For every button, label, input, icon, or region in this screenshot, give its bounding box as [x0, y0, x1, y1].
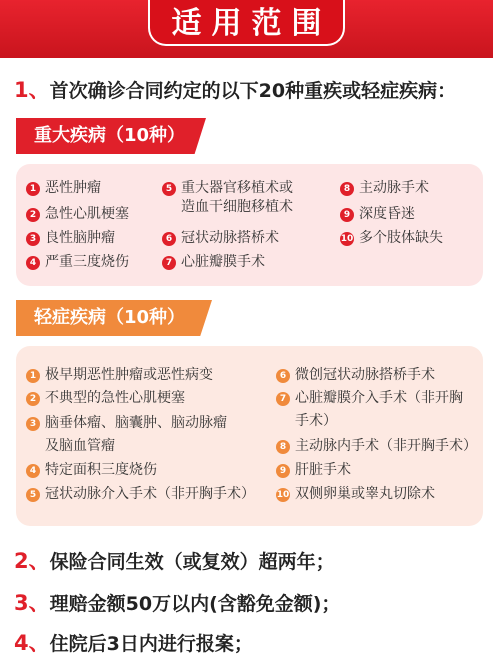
list-item: [340, 205, 415, 223]
page-title: 适用范围: [171, 6, 332, 41]
item-text: 主动脉手术: [359, 180, 429, 196]
list-item: [162, 179, 293, 197]
condition-1: [14, 77, 456, 104]
number-badge: 3: [26, 417, 40, 431]
item-text-continued: 手术）: [295, 413, 337, 429]
major-section-title: 重大疾病（10种）: [34, 125, 186, 146]
number-badge: 9: [276, 464, 290, 478]
item-text-continued: 及脑血管瘤: [45, 438, 115, 454]
condition-text: 理赔金额50万以内(含豁免金额)；: [49, 593, 341, 615]
item-text-continued: 造血干细胞移植术: [181, 199, 293, 215]
list-item: [26, 205, 129, 223]
list-item: [26, 366, 213, 384]
condition-number: 3、: [14, 591, 50, 615]
number-badge: 2: [26, 208, 40, 222]
list-item: [276, 485, 435, 503]
list-item: [276, 437, 477, 455]
item-text: 肝脏手术: [295, 462, 351, 478]
item-text: 冠状动脉搭桥术: [181, 230, 279, 246]
item-text: 心脏瓣膜介入手术（非开胸: [295, 390, 463, 406]
number-badge: 10: [340, 234, 354, 244]
item-text: 极早期恶性肿瘤或恶性病变: [45, 367, 213, 383]
item-text: 心脏瓣膜手术: [181, 254, 265, 270]
item-text: 严重三度烧伤: [45, 254, 129, 270]
header-banner: [0, 0, 493, 58]
number-badge: 9: [340, 208, 354, 222]
item-text: 冠状动脉介入手术（非开胸手术）: [45, 486, 255, 502]
list-item: [340, 229, 443, 247]
number-badge: 3: [26, 232, 40, 246]
item-text: 重大器官移植术或: [181, 180, 293, 196]
item-text: 特定面积三度烧伤: [45, 462, 157, 478]
number-badge: 7: [162, 256, 176, 270]
item-text: 恶性肿瘤: [45, 180, 101, 196]
condition-2: [14, 548, 335, 575]
list-item: [26, 229, 115, 247]
minor-section-title: 轻症疾病（10种）: [34, 307, 186, 328]
number-badge: 1: [26, 182, 40, 196]
item-text: 深度昏迷: [359, 206, 415, 222]
condition-number: 2、: [14, 549, 50, 573]
minor-disease-panel: [16, 346, 483, 526]
item-text: 急性心肌梗塞: [45, 206, 129, 222]
condition-4: [14, 630, 253, 657]
condition-text: 住院后3日内进行报案；: [49, 633, 253, 655]
condition-number: 1、: [14, 78, 50, 102]
number-badge: 5: [162, 182, 176, 196]
list-item: [340, 179, 429, 197]
number-badge: 8: [340, 182, 354, 196]
condition-3: [14, 590, 340, 617]
number-badge: 6: [276, 369, 290, 383]
number-badge: 2: [26, 392, 40, 406]
item-text: 多个肢体缺失: [359, 230, 443, 246]
number-badge: 1: [26, 369, 40, 383]
list-item: [276, 461, 351, 479]
condition-text: 首次确诊合同约定的以下20种重疾或轻症疾病：: [49, 80, 457, 102]
list-item: [162, 253, 265, 271]
number-badge: 5: [26, 488, 40, 502]
item-text: 微创冠状动脉搭桥手术: [295, 367, 435, 383]
item-text: 主动脉内手术（非开胸手术）: [295, 438, 477, 454]
item-text: 脑垂体瘤、脑囊肿、脑动脉瘤: [45, 415, 227, 431]
condition-text: 保险合同生效（或复效）超两年；: [49, 551, 335, 573]
list-item: [26, 389, 185, 407]
number-badge: 4: [26, 256, 40, 270]
condition-number: 4、: [14, 631, 50, 655]
list-item: [26, 253, 129, 271]
minor-section-tag: [16, 300, 185, 336]
number-badge: 8: [276, 440, 290, 454]
list-item: [26, 179, 101, 197]
major-disease-panel: [16, 164, 483, 286]
list-item: [26, 461, 157, 479]
number-badge: 6: [162, 232, 176, 246]
list-item: [276, 389, 463, 407]
list-item: [26, 485, 255, 503]
list-item: [162, 229, 279, 247]
item-text: 良性脑肿瘤: [45, 230, 115, 246]
item-text: 双侧卵巢或睾丸切除术: [295, 486, 435, 502]
number-badge: 4: [26, 464, 40, 478]
list-item: [26, 414, 227, 432]
item-text: 不典型的急性心肌梗塞: [45, 390, 185, 406]
number-badge: 7: [276, 392, 290, 406]
list-item: [276, 366, 435, 384]
major-section-tag: [16, 118, 185, 154]
number-badge: 10: [276, 490, 290, 500]
